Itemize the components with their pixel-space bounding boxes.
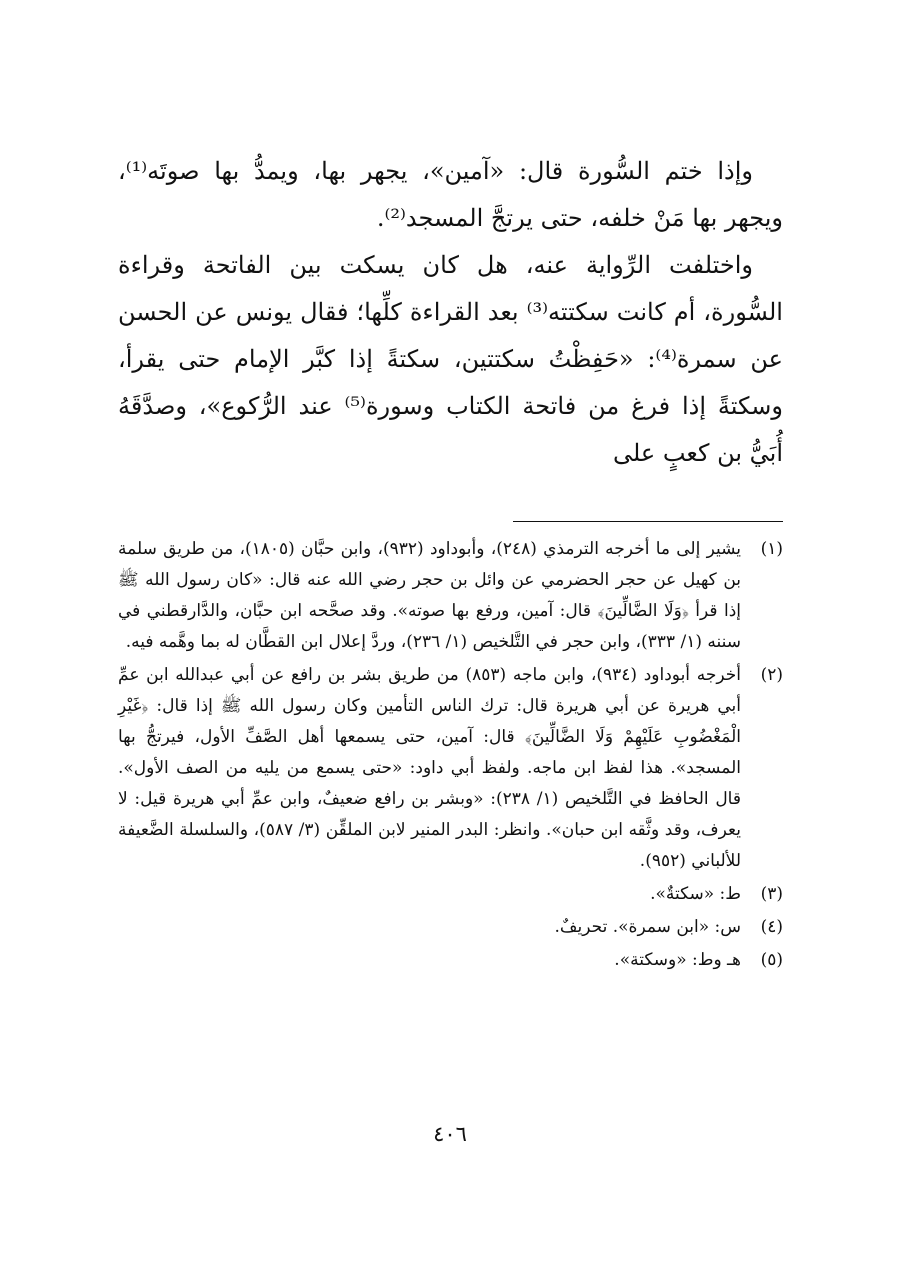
footnote-4	[118, 912, 783, 943]
footnote-number: (٣)	[760, 884, 783, 904]
footnote-number: (٥)	[760, 950, 783, 970]
page-number: ٤٠٦	[433, 1122, 467, 1146]
footnote-text: يشير إلى ما أخرجه الترمذي (٢٤٨)، وأبوداود (٩٣٢)، وابن حبَّان (١٨٠٥)، من طريق سلمة بن كهيل عن حجر الحضرمي عن وائل بن حجر رضي الله عنه قال: «كان رسول الله ﷺ إذا قرأ ﴿وَلَا الضَّالِّينَ﴾ قال: آمين، ورفع بها صوته». وقد صحَّحه ابن حبَّان، والدَّارقطني في سننه (١/ ٣٣٣)، وابن حجر في التَّلخيص (١/ ٢٣٦)، وردَّ إعلال ابن القطَّان له بما وهَّمه فيه.	[118, 539, 741, 652]
footnote-5	[118, 945, 783, 976]
footnotes	[118, 534, 783, 976]
main-text	[118, 148, 783, 477]
main-paragraph-2: واختلفت الرِّواية عنه، هل كان يسكت بين الفاتحة وقراءة السُّورة، أم كانت سكتته⁽³⁾ بعد القراءة كلِّها؛ فقال يونس عن الحسن عن سمرة⁽⁴⁾: «حَفِظْتُ سكتتين، سكتةً إذا كبَّر الإمام حتى يقرأ، وسكتةً إذا فرغ من فاتحة الكتاب وسورة⁽⁵⁾ عند الرُّكوع»، وصدَّقَهُ أُبَيُّ بن كعبٍ على	[118, 251, 783, 467]
footnote-text: ط: «سكتةٌ».	[650, 884, 741, 904]
footnote-text: أخرجه أبوداود (٩٣٤)، وابن ماجه (٨٥٣) من طريق بشر بن رافع عن أبي عبدالله ابن عمِّ أبي هريرة عن أبي هريرة قال: ترك الناس التأمين وكان رسول الله ﷺ إذا قال: ﴿غَيْرِ الْمَغْضُوبِ عَلَيْهِمْ وَلَا الضَّالِّينَ﴾ قال: آمين، حتى يسمعها أهل الصَّفِّ الأول، فيرتجُّ بها المسجد». هذا لفظ ابن ماجه. ولفظ أبي داود: «حتى يسمع من يليه من الصف الأول». قال الحافظ في التَّلخيص (١/ ٢٣٨): «وبشر بن رافع ضعيفٌ، وابن عمِّ أبي هريرة قيل: لا يعرف، وقد وثَّقه ابن حبان». وانظر: البدر المنير لابن الملقِّن (٣/ ٥٨٧)، والسلسلة الضَّعيفة للألباني (٩٥٢).	[118, 665, 741, 871]
footnote-2	[118, 660, 783, 877]
footnote-number: (٤)	[760, 917, 783, 937]
footnote-number: (١)	[760, 539, 783, 559]
footnote-1	[118, 534, 783, 658]
footnote-text: س: «ابن سمرة». تحريفٌ.	[554, 917, 741, 937]
book-page	[118, 148, 783, 1148]
footnote-3	[118, 879, 783, 910]
main-paragraph-1: وإذا ختم السُّورة قال: «آمين»، يجهر بها، ويمدُّ بها صوتَه⁽¹⁾، ويجهر بها مَنْ خلفه، حتى يرتجَّ المسجد⁽²⁾.	[118, 157, 783, 232]
footnote-text: هـ وط: «وسكتة».	[614, 950, 741, 970]
footnote-divider	[513, 521, 783, 522]
footnote-number: (٢)	[760, 665, 783, 685]
